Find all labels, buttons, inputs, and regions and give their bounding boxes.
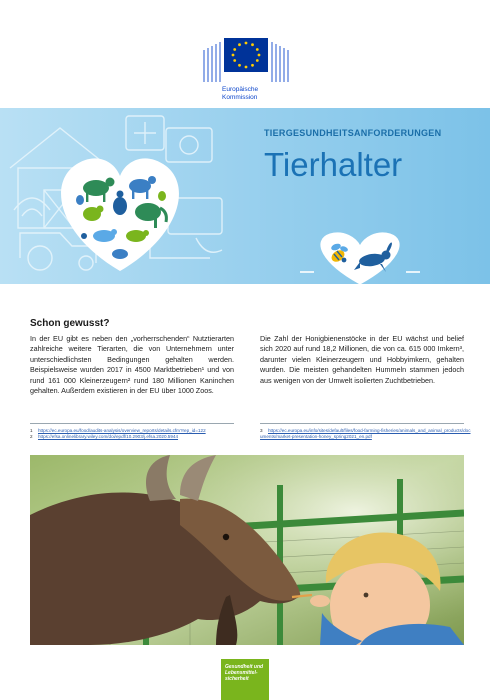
bee-rabbit-heart-icon (300, 228, 420, 284)
page-title: Tierhalter (264, 146, 403, 183)
left-paragraph: In der EU gibt es neben den „vorherrschenden“ Nutztierarten zahlreiche weitere Tierarten, die von Unternehmern unter unterschiedlichsten Bedingungen gehalten werden. Beispielsweise wurden 2017 in 4500 Marktbetrieben¹ und von rund 161 000 Kleinerzeugern² rund 180 Millionen Kaninchen gehalten. Außerdem existieren in der EU über 1000 Zoos. (30, 334, 234, 396)
footnote-divider-right (260, 423, 464, 424)
footnote-3 (260, 428, 472, 440)
header-bar (0, 0, 490, 108)
footnote-divider-left (30, 423, 234, 424)
hero-banner (0, 108, 490, 284)
badge-line-2: Lebensmittel- (225, 670, 258, 676)
org-name-line-1: Europäische (222, 86, 259, 93)
right-paragraph: Die Zahl der Honigbienenstöcke in der EU wächst und belief sich 2020 auf rund 18,2 Millionen, die von ca. 615 000 Imkern³, darunter vielen Kleinerzeugern und Hobbyimkern, gehalten wurden. Die meisten gehandelten Hummeln stammen jedoch aus wenigen von der Umwelt isolierten Zuchtbetrieben. (260, 334, 464, 385)
hero-kicker: TIERGESUNDHEITSANFORDERUNGEN (264, 128, 442, 138)
topic-badge (221, 659, 269, 700)
org-name (222, 86, 258, 102)
footnote-number: 3 (260, 428, 263, 433)
farm-animals-heart-icon (0, 108, 240, 284)
footnote-number: 2 (30, 434, 33, 440)
footnotes-right (260, 428, 472, 440)
badge-line-1: Gesundheit und (225, 664, 264, 670)
footnote-link-2[interactable]: https://efsa.onlinelibrary.wiley.com/doi/epdf/10.2903/j.efsa.2020.5944 (38, 434, 179, 440)
child-feeding-goat-photo (30, 455, 464, 645)
footnote-2 (30, 434, 240, 440)
section-title: Schon gewusst? (30, 318, 110, 329)
org-name-line-2: Kommission (222, 94, 258, 101)
badge-line-3: sicherheit (225, 676, 249, 682)
footnotes-left (30, 428, 240, 440)
footnote-number: 1 (30, 428, 33, 433)
footnote-link-3[interactable]: https://ec.europa.eu/info/sites/default/files/food-farming-fisheries/animals_and_animal_products/documents/market-presentation-honey_spring2021_en.pdf (260, 428, 471, 440)
footnote-link-1[interactable]: https://ec.europa.eu/food/audits-analysis/overview_reports/details.cfm?rep_id=122 (38, 428, 206, 433)
